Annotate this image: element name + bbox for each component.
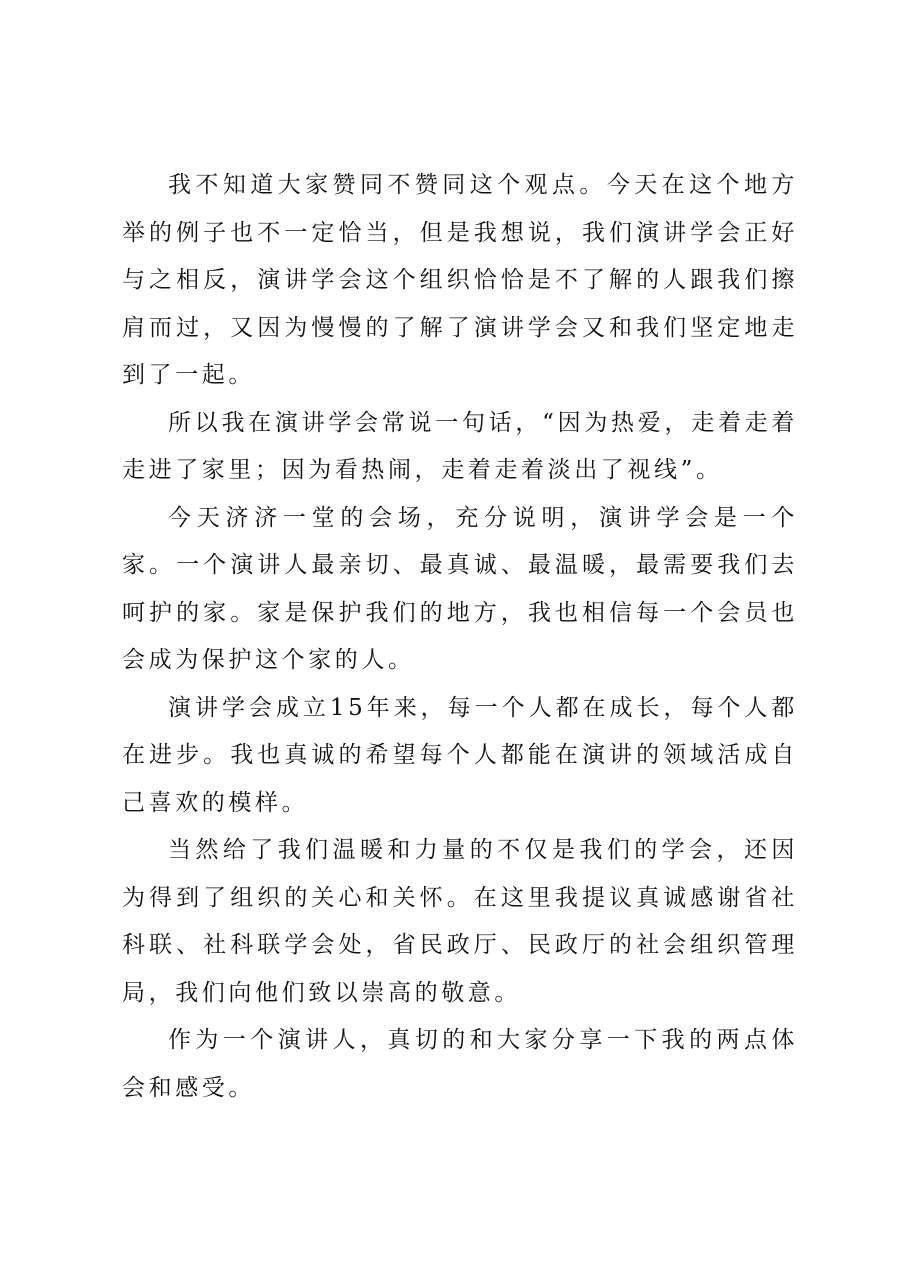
paragraph-4: 演讲学会成立15年来，每一个人都在成长，每个人都在进步。我也真诚的希望每个人都能在演讲的领域活成自己喜欢的模样。 — [122, 694, 798, 816]
paragraph-5: 当然给了我们温暖和力量的不仅是我们的学会，还因为得到了组织的关心和关怀。在这里我提议真诚感谢省社科联、社科联学会处，省民政厅、民政厅的社会组织管理局，我们向他们致以崇高的敬意。 — [122, 837, 798, 1006]
paragraph-2: 所以我在演讲学会常说一句话，“因为热爱，走着走着走进了家里；因为看热闹，走着走着淡出了视线”。 — [122, 409, 798, 483]
paragraph-6: 作为一个演讲人，真切的和大家分享一下我的两点体会和感受。 — [122, 1027, 798, 1101]
paragraph-1: 我不知道大家赞同不赞同这个观点。今天在这个地方举的例子也不一定恰当，但是我想说，我们演讲学会正好与之相反，演讲学会这个组织恰恰是不了解的人跟我们擦肩而过，又因为慢慢的了解了演讲学会又和我们坚定地走到了一起。 — [122, 172, 798, 388]
paragraph-3: 今天济济一堂的会场，充分说明，演讲学会是一个家。一个演讲人最亲切、最真诚、最温暖，最需要我们去呵护的家。家是保护我们的地方，我也相信每一个会员也会成为保护这个家的人。 — [122, 504, 798, 673]
document-body — [122, 162, 798, 1112]
